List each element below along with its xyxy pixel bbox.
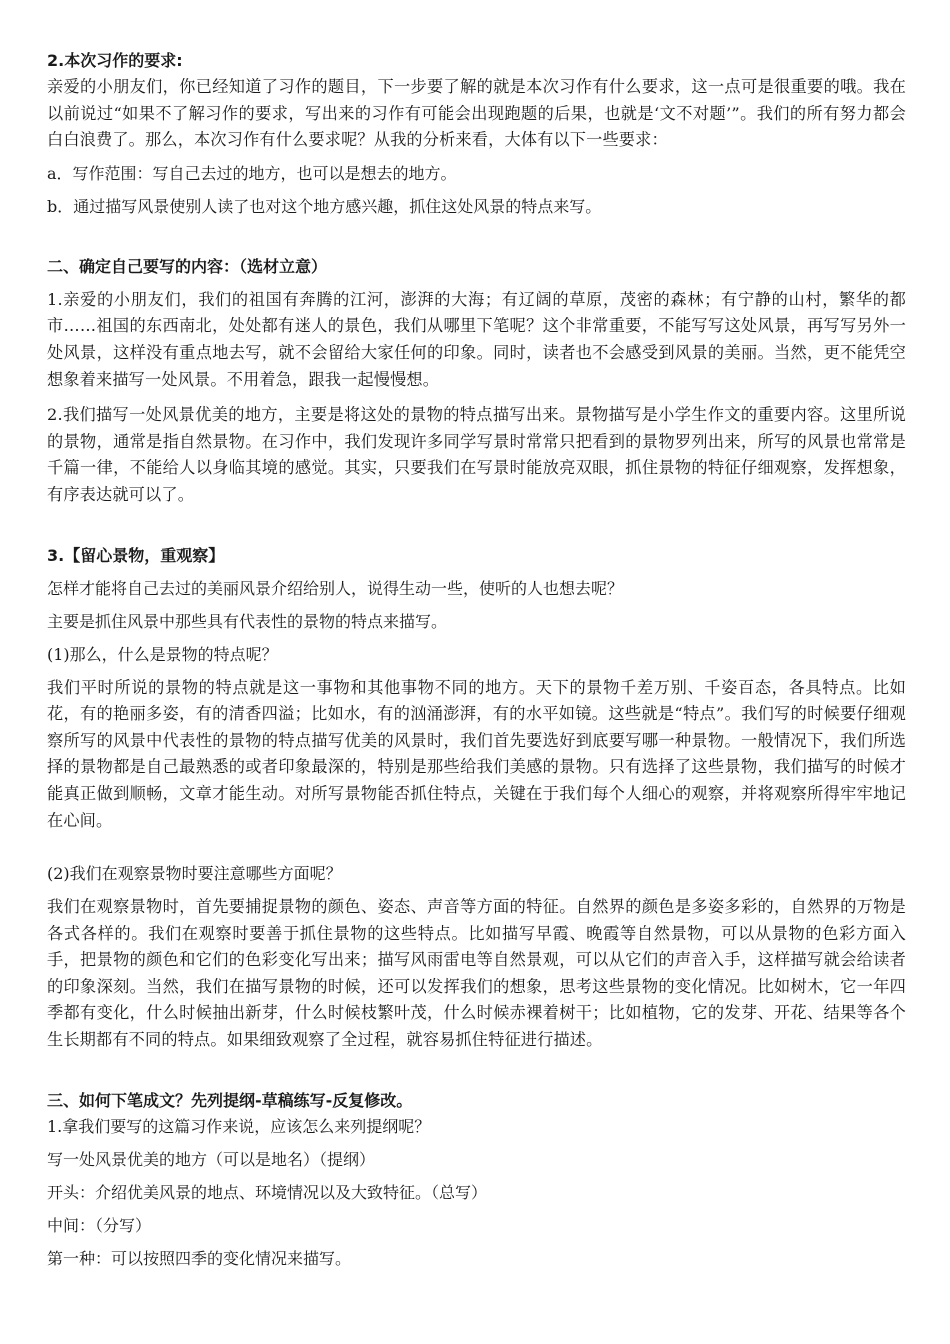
requirement-b: b．通过描写风景使别人读了也对这个地方感兴趣，抓住这处风景的特点来写。: [47, 196, 602, 216]
requirement-a: a．写作范围：写自己去过的地方，也可以是想去的地方。: [47, 163, 457, 183]
outline-type-1: 第一种：可以按照四季的变化情况来描写。: [47, 1248, 352, 1268]
section-3-line-2: 主要是抓住风景中那些具有代表性的景物的特点来描写。: [47, 611, 448, 631]
part-2-heading: 二、确定自己要写的内容：（选材立意）: [47, 256, 328, 276]
section-3-line-1: 怎样才能将自己去过的美丽风景介绍给别人，说得生动一些，使听的人也想去呢？: [47, 578, 624, 598]
part-2-para-1: 1.亲爱的小朋友们，我们的祖国有奔腾的江河，澎湃的大海；有辽阔的草原，茂密的森林；有宁静的山村，繁华的都市……祖国的东西南北，处处都有迷人的景色，我们从哪里下笔呢？这个非常重要，不能写写这处风景，再写写另外一处风景，这样没有重点地去写，就不会留给大家任何的印象。同时，读者也不会感受到风景的美丽。当然，更不能凭空想象着来描写一处风景。不用着急，跟我一起慢慢想。: [47, 289, 906, 389]
question-1: (1)那么，什么是景物的特点呢？: [47, 644, 278, 664]
question-2: (2)我们在观察景物时要注意哪些方面呢？: [47, 864, 342, 884]
outline-opening: 开头：介绍优美风景的地点、环境情况以及大致特征。（总写）: [47, 1182, 488, 1202]
part-2-para-2: 2.我们描写一处风景优美的地方，主要是将这处的景物的特点描写出来。景物描写是小学生作文的重要内容。这里所说的景物，通常是指自然景物。在习作中，我们发现许多同学写景时常常只把看到的景物罗列出来，所写的风景也常常是千篇一律，不能给人以身临其境的感觉。其实，只要我们在写景时能放亮双眼，抓住景物的特征仔细观察，发挥想象，有序表达就可以了。: [47, 405, 906, 504]
outline-title: 写一处风景优美的地方（可以是地名）（提纲）: [47, 1149, 376, 1169]
answer-2: 我们在观察景物时，首先要捕捉景物的颜色、姿态、声音等方面的特征。自然界的颜色是多姿多彩的，自然界的万物是各式各样的。我们在观察时要善于抓住景物的这些特点。比如描写早霞、晚霞等自然景物，可以从景物的色彩方面入手，把景物的颜色和它们的色彩变化写出来；描写风雨雷电等自然景观，可以从它们的声音入手，这样描写就会给读者的印象深刻。当然，我们在描写景物的时候，还可以发挥我们的想象，思考这些景物的变化情况。比如树木，它一年四季都有变化，什么时候抽出新芽，什么时候枝繁叶茂，什么时候赤裸着树干；比如植物，它的发芽、开花、结果等各个生长期都有不同的特点。如果细致观察了全过程，就容易抓住特征进行描述。: [47, 897, 906, 1050]
section-3-heading: 3.【留心景物，重观察】: [47, 545, 225, 565]
section-2-intro: 亲爱的小朋友们，你已经知道了习作的题目，下一步要了解的就是本次习作有什么要求，这一点可是很重要的哦。我在以前说过“如果不了解习作的要求，写出来的习作有可能会出现跑题的后果，也就是‘文不对题’”。我们的所有努力都会白白浪费了。那么，本次习作有什么要求呢？从我的分析来看，大体有以下一些要求：: [47, 77, 906, 150]
outline-middle: 中间：（分写）: [47, 1215, 152, 1235]
section-2-heading: 2.本次习作的要求:: [47, 51, 183, 70]
part-3-line-1: 1.拿我们要写的这篇习作来说，应该怎么来列提纲呢？: [47, 1116, 431, 1136]
answer-1: 我们平时所说的景物的特点就是这一事物和其他事物不同的地方。天下的景物千差万别、千姿百态，各具特点。比如花，有的艳丽多姿，有的清香四溢；比如水，有的汹涌澎湃，有的水平如镜。这些就是“特点”。我们写的时候要仔细观察所写的风景中代表性的景物的特点描写优美的风景时，我们首先要选好到底要写哪一种景物。一般情况下，我们所选择的景物都是自己最熟悉的或者印象最深的，特别是那些给我们美感的景物。只有选择了这些景物，我们描写的时候才能真正做到顺畅，文章才能生动。对所写景物能否抓住特点，关键在于我们每个人细心的观察，并将观察所得牢牢地记在心间。: [47, 677, 906, 830]
part-3-heading: 三、如何下笔成文？先列提纲-草稿练写-反复修改。: [47, 1090, 413, 1110]
